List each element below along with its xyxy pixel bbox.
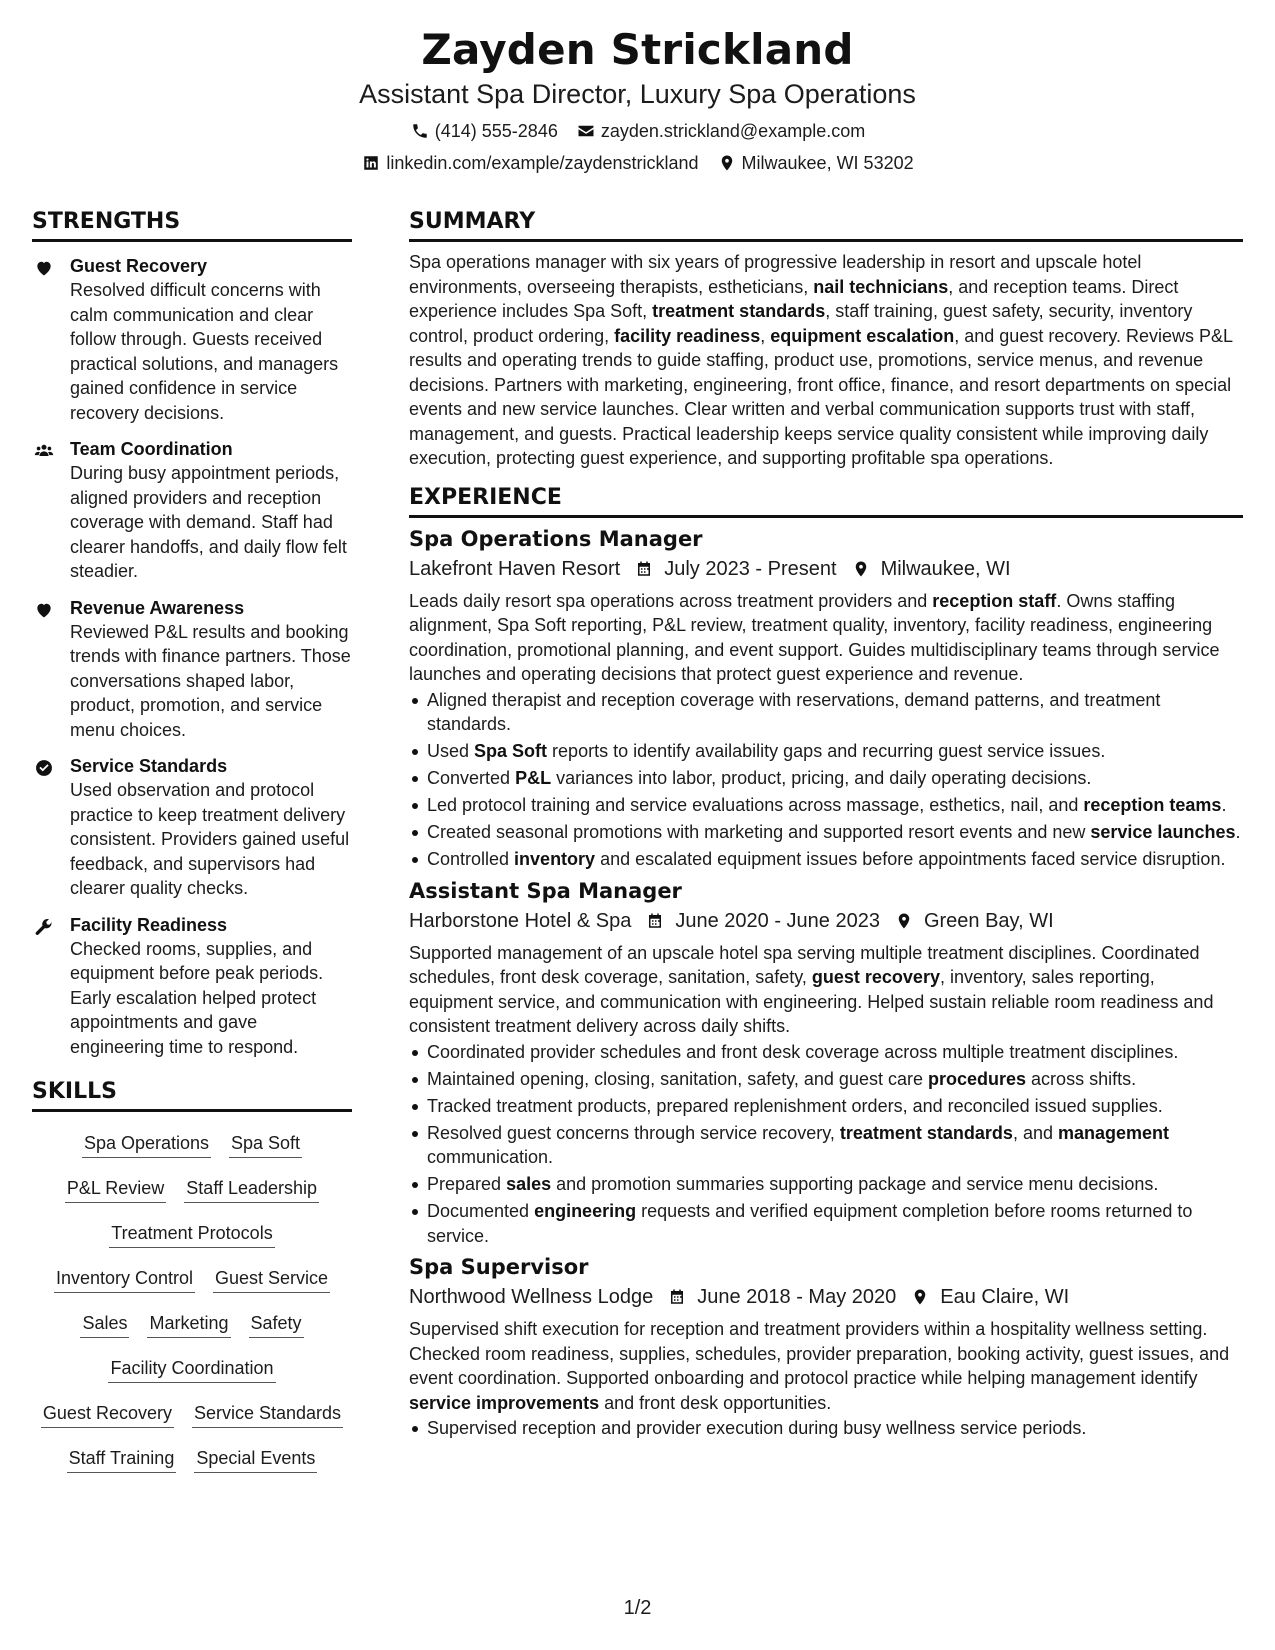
- calendar-icon: [643, 909, 667, 933]
- text-run: Prepared: [427, 1174, 507, 1194]
- bullet-item: [409, 793, 1243, 818]
- text-run: Spa operations manager with six years of progressive leadership in resort and upscale hotel environments, overseeing therapists, estheticians,: [409, 252, 1142, 297]
- bold-keyword: inventory: [514, 849, 596, 869]
- strength-title: Team Coordination: [70, 439, 233, 459]
- candidate-name: Zayden Strickland: [421, 25, 854, 74]
- strength-description: Checked rooms, supplies, and equipment before peak periods. Early escalation helped protect appointments and gave engineering time to respond.: [70, 938, 324, 1057]
- bold-keyword: Spa Soft: [474, 741, 548, 761]
- skill-tag: Facility Coordination: [108, 1356, 275, 1383]
- text-run: Converted: [427, 768, 516, 788]
- linkedin-url[interactable]: linkedin.com/example/zaydenstrickland: [386, 153, 699, 173]
- text-run: , and reception teams. Direct experience includes Spa Soft,: [409, 276, 1179, 321]
- skill-tag: Guest Service: [213, 1266, 330, 1293]
- users-icon: [32, 437, 70, 584]
- bold-keyword: reception teams: [1083, 795, 1222, 815]
- summary-text: [409, 250, 1243, 471]
- bold-keyword: service improvements: [409, 1392, 600, 1413]
- job-bullets: [409, 1416, 1243, 1441]
- bullet-item: [409, 1199, 1243, 1248]
- strength-title: Guest Recovery: [70, 256, 208, 276]
- text-run: Aligned therapist and reception coverage with reservations, demand patterns, and treatment standards.: [427, 689, 1161, 734]
- text-run: Documented: [427, 1201, 535, 1221]
- right-column: [409, 207, 1243, 1443]
- bold-keyword: nail technicians: [813, 276, 949, 297]
- job-meta: [409, 555, 1243, 583]
- bold-keyword: treatment standards: [839, 1122, 1013, 1143]
- skill-tag: Staff Training: [67, 1446, 177, 1473]
- linkedin-contact[interactable]: [361, 152, 698, 174]
- job-description: [409, 589, 1243, 687]
- bold-keyword: service launches: [1090, 822, 1236, 842]
- skills-heading: SKILLS: [32, 1077, 352, 1112]
- strength-title: Revenue Awareness: [70, 597, 245, 618]
- text-run: Created seasonal promotions with marketing and supported resort events and new: [427, 822, 1091, 842]
- location-contact: [717, 152, 914, 174]
- text-run: .: [1221, 795, 1227, 815]
- strength-description: During busy appointment periods, aligned providers and reception coverage with demand. Staff had clearer handoffs, and daily flow felt steadier.: [70, 463, 347, 581]
- skill-tag: Special Events: [194, 1446, 317, 1473]
- text-run: .: [1235, 822, 1241, 842]
- job-meta: [409, 907, 1243, 935]
- skill-row: [32, 1302, 352, 1347]
- skill-tag: P&L Review: [65, 1176, 166, 1203]
- job-dates: June 2018 - May 2020: [697, 1286, 897, 1308]
- job-company: Harborstone Hotel & Spa: [409, 909, 632, 932]
- email-address[interactable]: zayden.strickland@example.com: [600, 121, 866, 141]
- strength-description: Used observation and protocol practice to keep treatment delivery consistent. Providers gained useful feedback, and supervisors had clearer quality checks.: [70, 780, 350, 898]
- text-run: variances into labor, product, pricing, and daily operating decisions.: [551, 768, 1092, 788]
- phone-contact: [410, 120, 558, 142]
- skill-tag: Guest Recovery: [41, 1401, 174, 1428]
- job-title: Assistant Spa Manager: [409, 878, 682, 903]
- skill-row: [32, 1347, 352, 1392]
- skill-row: [32, 1122, 352, 1167]
- text-run: Supervised shift execution for reception and treatment providers within a hospitality wellness setting. Checked room readiness, supplies, schedules, provider preparation, booking activity, guest issues, and event coordination. Supported onboarding and protocol practice while helping management identify: [409, 1319, 1230, 1388]
- phone-number: (414) 555-2846: [434, 121, 558, 141]
- skill-tag: Inventory Control: [54, 1266, 195, 1293]
- strength-description: Reviewed P&L results and booking trends with finance partners. Those conversations shaped labor, product, promotion, and service menu choices.: [70, 621, 351, 740]
- text-run: and front desk opportunities.: [599, 1392, 832, 1413]
- text-run: Maintained opening, closing, sanitation, safety, and guest care: [427, 1068, 928, 1089]
- job-dates: June 2020 - June 2023: [675, 909, 880, 932]
- bullet-item: [409, 1172, 1243, 1197]
- skill-row: [32, 1167, 352, 1212]
- bold-keyword: procedures: [928, 1068, 1027, 1089]
- job-description: [409, 1317, 1243, 1415]
- map-pin-icon: [849, 557, 873, 581]
- job-entry: [409, 1252, 1243, 1441]
- phone-icon: [410, 121, 430, 141]
- contact-row-1: [0, 120, 1275, 142]
- bold-keyword: guest recovery: [811, 967, 940, 987]
- text-run: Resolved guest concerns through service recovery,: [427, 1122, 840, 1143]
- job-bullets: [409, 688, 1243, 872]
- strengths-heading: STRENGTHS: [32, 207, 352, 242]
- skill-tag: Sales: [80, 1311, 129, 1338]
- map-pin-icon: [717, 153, 737, 173]
- text-run: Tracked treatment products, prepared replenishment orders, and reconciled issued supplies.: [427, 1095, 1163, 1116]
- resume-header: [0, 22, 1275, 174]
- job-dates: July 2023 - Present: [664, 557, 837, 580]
- heart-icon: [32, 254, 70, 425]
- summary-heading: SUMMARY: [409, 207, 1243, 242]
- text-run: Controlled: [427, 849, 515, 869]
- text-run: requests and verified equipment completion before rooms returned to service.: [427, 1201, 1193, 1246]
- job-location: Milwaukee, WI: [880, 557, 1011, 580]
- skill-row: [32, 1392, 352, 1437]
- contact-row-2: [0, 152, 1275, 174]
- skill-tag: Spa Soft: [229, 1131, 302, 1158]
- linkedin-icon: [361, 153, 381, 173]
- skill-row: [32, 1257, 352, 1302]
- wrench-icon: [32, 913, 70, 1060]
- text-run: . Owns staffing alignment, Spa Soft reporting, P&L review, treatment quality, inventory, facility readiness, engineering coordination, promotional planning, and event support. Guides multidisciplinary teams through service launches and operating decisions that protect guest experience and revenue.: [409, 590, 1220, 684]
- bullet-item: [409, 820, 1243, 845]
- skills-list: [32, 1122, 352, 1482]
- job-company: Lakefront Haven Resort: [409, 557, 621, 580]
- job-location: Eau Claire, WI: [940, 1286, 1070, 1308]
- bullet-item: [409, 688, 1243, 737]
- strength-description: Resolved difficult concerns with calm communication and clear follow through. Guests received practical solutions, and managers gained confidence in service recovery decisions.: [70, 280, 339, 423]
- text-run: ,: [760, 325, 771, 346]
- text-run: , staff training, guest safety, security, inventory control, product ordering,: [409, 301, 1193, 346]
- text-run: communication.: [427, 1147, 554, 1167]
- heart-icon: [32, 596, 70, 743]
- envelope-icon: [576, 121, 596, 141]
- text-run: reports to identify availability gaps and recurring guest service issues.: [547, 741, 1106, 761]
- job-description: [409, 941, 1243, 1039]
- map-pin-icon: [908, 1285, 932, 1309]
- job-title: Spa Operations Manager: [409, 526, 703, 551]
- strength-item: [32, 754, 352, 901]
- left-column: [32, 207, 352, 1482]
- bullet-item: [409, 1067, 1243, 1092]
- bullet-item: [409, 739, 1243, 764]
- location-text: Milwaukee, WI 53202: [741, 153, 914, 173]
- candidate-headline: Assistant Spa Director, Luxury Spa Operations: [359, 79, 916, 109]
- job-title: Spa Supervisor: [409, 1255, 589, 1279]
- job-bullets: [409, 1040, 1243, 1249]
- text-run: and promotion summaries supporting package and service menu decisions.: [551, 1174, 1159, 1194]
- calendar-icon: [632, 557, 656, 581]
- bullet-item: [409, 1094, 1243, 1119]
- text-run: , inventory, sales reporting, equipment service, and communication with engineering. Helped sustain reliable room readiness and consistent treatment delivery across daily shifts.: [409, 967, 1214, 1036]
- check-circle-icon: [32, 754, 70, 901]
- bullet-item: [409, 766, 1243, 791]
- strength-title: Service Standards: [70, 756, 228, 776]
- job-entry: [409, 524, 1243, 872]
- text-run: Led protocol training and service evaluations across massage, esthetics, nail, and: [427, 795, 1084, 815]
- text-run: across shifts.: [1026, 1068, 1137, 1089]
- bold-keyword: management: [1057, 1122, 1170, 1143]
- map-pin-icon: [892, 909, 916, 933]
- strength-item: [32, 913, 352, 1060]
- bullet-item: [409, 1040, 1243, 1065]
- bullet-item: [409, 1121, 1243, 1170]
- page-number: 1/2: [623, 1597, 652, 1619]
- bold-keyword: facility readiness: [614, 325, 761, 346]
- bold-keyword: P&L: [515, 768, 552, 788]
- bold-keyword: equipment escalation: [770, 325, 955, 346]
- skill-tag: Service Standards: [192, 1401, 343, 1428]
- skill-tag: Safety: [249, 1311, 304, 1338]
- skill-tag: Marketing: [147, 1311, 230, 1338]
- bold-keyword: sales: [506, 1174, 552, 1194]
- text-run: , and: [1012, 1122, 1058, 1143]
- job-location: Green Bay, WI: [923, 909, 1054, 932]
- job-company: Northwood Wellness Lodge: [409, 1286, 654, 1308]
- bold-keyword: treatment standards: [652, 301, 826, 321]
- skill-row: [32, 1212, 352, 1257]
- text-run: Supervised reception and provider execution during busy wellness service periods.: [427, 1418, 1087, 1438]
- bold-keyword: reception staff: [932, 590, 1057, 611]
- text-run: Used: [427, 741, 475, 761]
- strength-item: [32, 437, 352, 584]
- calendar-icon: [665, 1285, 689, 1309]
- text-run: and escalated equipment issues before appointments faced service disruption.: [595, 849, 1226, 869]
- text-run: Leads daily resort spa operations across treatment providers and: [409, 590, 933, 611]
- strength-title: Facility Readiness: [70, 914, 228, 935]
- job-entry: [409, 876, 1243, 1249]
- skill-row: [32, 1437, 352, 1482]
- skill-tag: Spa Operations: [82, 1131, 211, 1158]
- bold-keyword: engineering: [534, 1201, 637, 1221]
- skill-tag: Treatment Protocols: [109, 1221, 274, 1248]
- skill-tag: Staff Leadership: [184, 1176, 319, 1203]
- email-contact[interactable]: [576, 120, 865, 142]
- text-run: Coordinated provider schedules and front desk coverage across multiple treatment disciplines.: [427, 1041, 1179, 1062]
- experience-heading: EXPERIENCE: [409, 483, 1243, 518]
- bullet-item: [409, 847, 1243, 872]
- text-run: Supported management of an upscale hotel spa serving multiple treatment disciplines. Coordinated schedules, front desk coverage, sanitation, safety,: [409, 942, 1200, 987]
- job-meta: [409, 1283, 1243, 1311]
- text-run: , and guest recovery. Reviews P&L results and operating trends to guide staffing, product use, promotions, service menus, and revenue decisions. Partners with marketing, engineering, front office, finance, and resort departments on special events and new service launches. Clear written and verbal communication supports trust with staff, management, and guests. Practical leadership keeps service quality consistent while improving daily execution, protecting guest experience, and supporting profitable spa operations.: [409, 325, 1233, 468]
- bullet-item: [409, 1416, 1243, 1441]
- strength-item: [32, 254, 352, 425]
- strength-item: [32, 596, 352, 743]
